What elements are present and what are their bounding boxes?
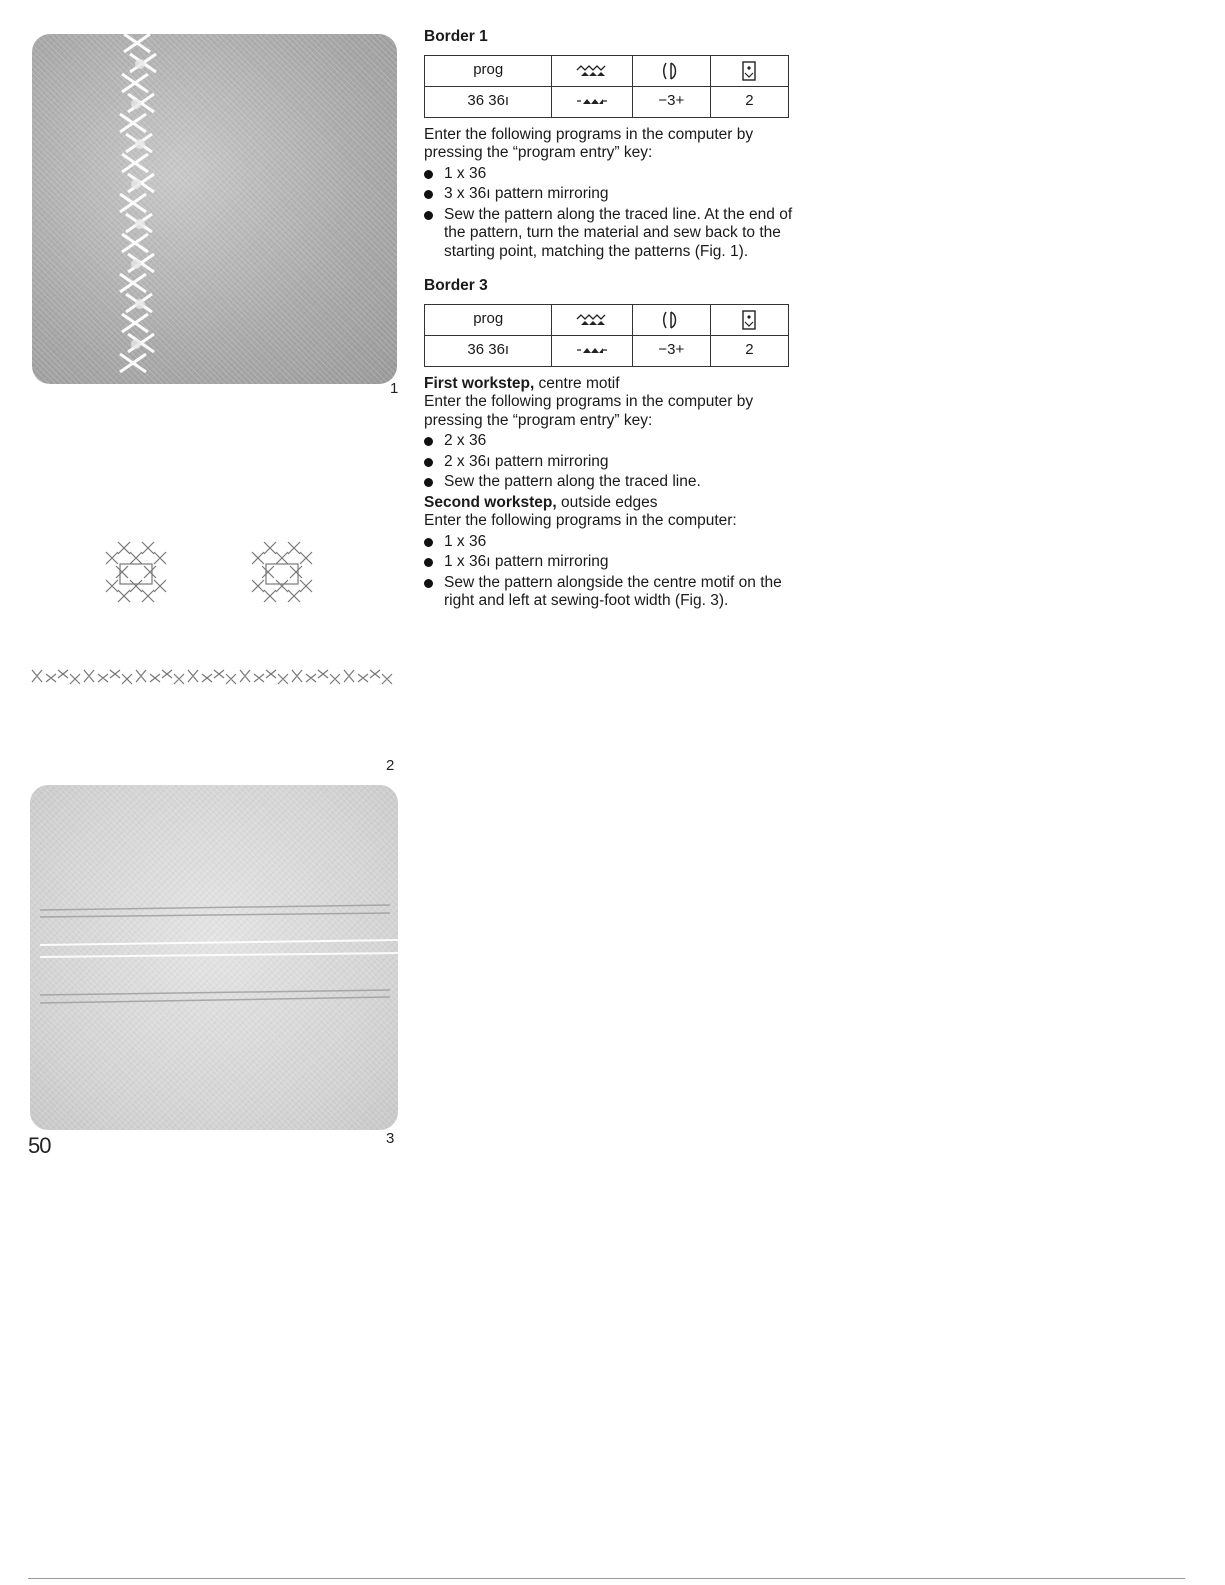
stitch-pattern-icon — [575, 345, 609, 355]
figure-1-number: 1 — [390, 380, 399, 397]
first-workstep: First workstep, centre motif — [424, 374, 620, 392]
border-1-settings-table — [424, 55, 789, 118]
list-item: 2 x 36 — [424, 432, 794, 451]
prog-label: prog — [425, 304, 552, 335]
foot-value: 2 — [710, 335, 788, 366]
cross-stitch-square-right — [252, 542, 312, 602]
stitch-pattern-icon — [575, 96, 609, 106]
first-workstep-steps — [424, 432, 794, 492]
stitch-width-icon — [662, 309, 680, 331]
footer-rule — [28, 1578, 1185, 1579]
cross-stitch-column — [32, 34, 397, 384]
presser-foot-icon — [741, 309, 757, 331]
page-number: 50 — [28, 1133, 51, 1158]
list-item: 1 x 36 — [424, 533, 794, 552]
stitch-rows — [30, 785, 398, 1130]
tension-value: −3+ — [632, 86, 710, 117]
prog-label: prog — [425, 55, 552, 86]
figure-3-photo — [30, 785, 398, 1130]
list-item: 1 x 36ı pattern mirroring — [424, 553, 794, 572]
second-workstep-steps — [424, 533, 794, 611]
zigzag-stitch-icon — [575, 62, 609, 78]
second-workstep: Second workstep, outside edges — [424, 493, 658, 511]
presser-foot-icon — [741, 60, 757, 82]
border-3-heading: Border 3 — [424, 277, 488, 294]
border-1-steps — [424, 165, 794, 262]
list-item: 1 x 36 — [424, 165, 794, 184]
foot-value: 2 — [710, 86, 788, 117]
stitch-width-icon — [662, 60, 680, 82]
figure-1-photo — [32, 34, 397, 384]
cross-stitch-border-row — [32, 670, 392, 684]
tension-value: −3+ — [632, 335, 710, 366]
figure-2-illustration — [28, 530, 400, 760]
border-3-settings-table — [424, 304, 789, 367]
first-workstep-intro: Enter the following programs in the computer by pressing the “program entry” key: — [424, 393, 754, 429]
second-workstep-intro: Enter the following programs in the computer: — [424, 512, 737, 529]
list-item: Sew the pattern along the traced line. — [424, 473, 794, 492]
list-item: Sew the pattern alongside the centre motif on the right and left at sewing-foot width (Fig. 3). — [424, 574, 794, 611]
instructions-column — [424, 28, 794, 613]
prog-value: 36 36ı — [425, 86, 552, 117]
prog-value: 36 36ı — [425, 335, 552, 366]
border-1-intro: Enter the following programs in the computer by pressing the “program entry” key: — [424, 125, 754, 161]
zigzag-stitch-icon — [575, 311, 609, 327]
list-item: Sew the pattern along the traced line. At the end of the pattern, turn the material and sew back to the starting point, matching the patterns (Fig. 1). — [424, 206, 794, 262]
list-item: 3 x 36ı pattern mirroring — [424, 185, 794, 204]
cross-stitch-square-left — [106, 542, 166, 602]
list-item: 2 x 36ı pattern mirroring — [424, 453, 794, 472]
figure-3-number: 3 — [386, 1130, 395, 1147]
figure-2-number: 2 — [386, 757, 395, 774]
border-1-heading: Border 1 — [424, 28, 488, 45]
